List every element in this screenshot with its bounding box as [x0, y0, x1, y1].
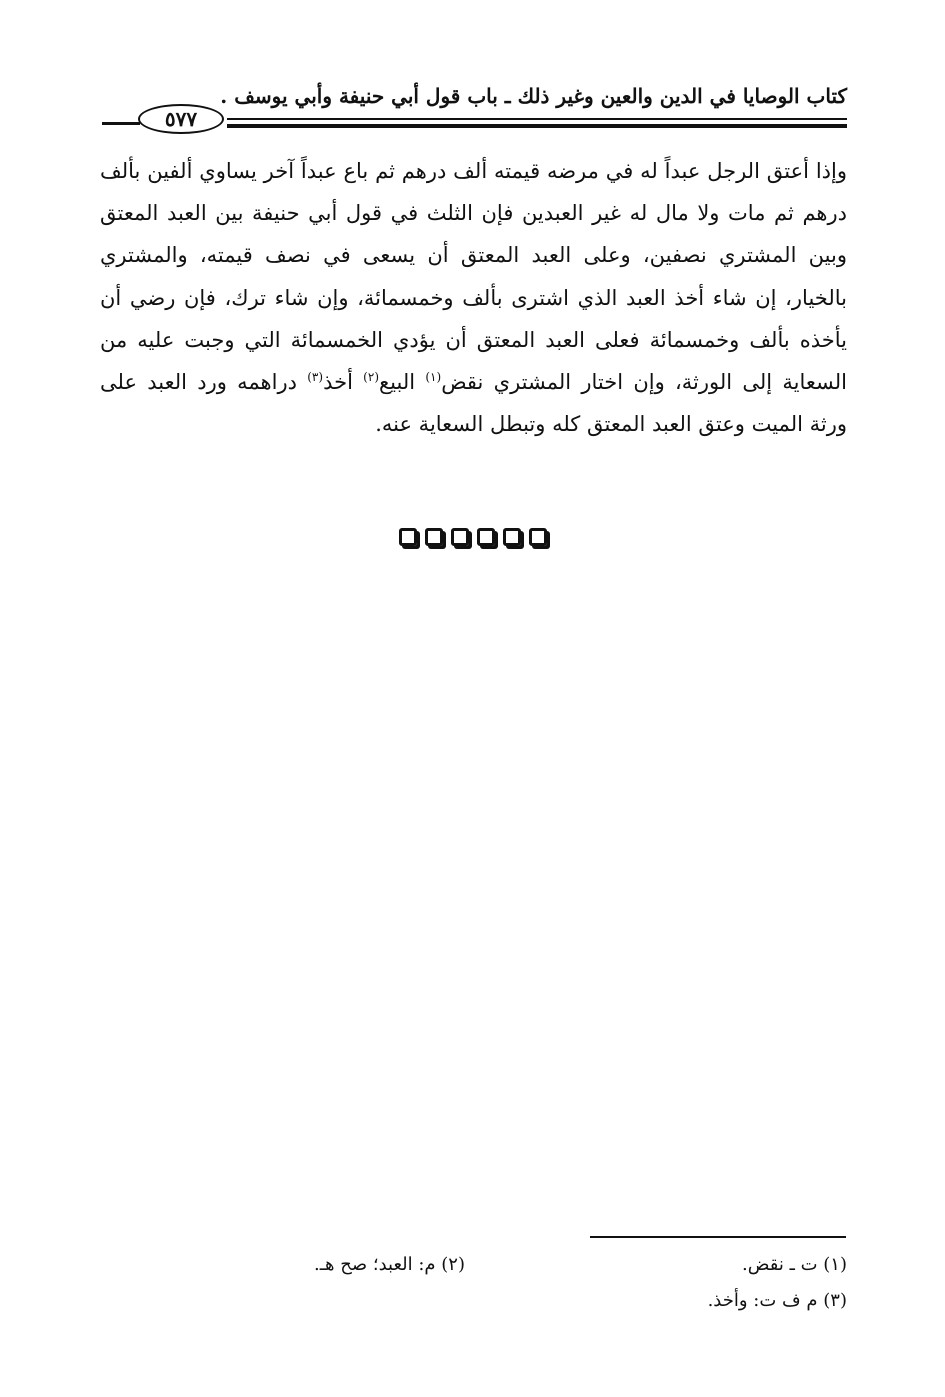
square-ornament-icon	[477, 528, 495, 546]
footnote-ref-3: (٣)	[307, 370, 324, 385]
header-rule-left	[102, 122, 140, 125]
square-ornament-icon	[451, 528, 469, 546]
header-rule-thick	[227, 124, 847, 128]
paragraph-text	[100, 150, 847, 445]
main-paragraph	[100, 150, 847, 445]
page-number-badge: ٥٧٧	[138, 104, 224, 134]
running-header-title: كتاب الوصايا في الدين والعين وغير ذلك ـ باب قول أبي حنيفة وأبي يوسف .	[220, 84, 847, 108]
footnote-2: (٢) م: العبد؛ صح هـ.	[314, 1254, 465, 1275]
square-ornament-icon	[529, 528, 547, 546]
section-end-ornaments	[0, 528, 945, 546]
footnote-separator	[590, 1236, 846, 1238]
text-segment: أخذ	[323, 370, 364, 395]
footnote-3: (٣) م ف ت: وأخذ.	[707, 1290, 847, 1311]
text-segment: دراهمه ورد العبد على ورثة الميت وعتق العبد المعتق كله وتبطل السعاية عنه.	[100, 370, 847, 437]
text-segment: البيع	[379, 370, 426, 395]
square-ornament-icon	[399, 528, 417, 546]
footnote-1: (١) ت ـ نقض.	[742, 1254, 847, 1275]
square-ornament-icon	[425, 528, 443, 546]
footnote-ref-1: (١)	[425, 370, 442, 385]
header-rule-thin	[227, 118, 847, 120]
square-ornament-icon	[503, 528, 521, 546]
text-segment: وإذا أعتق الرجل عبداً له في مرضه قيمته ألف درهم ثم باع عبداً آخر يساوي ألفين بألف درهم ثم مات ولا مال له غير العبدين فإن الثلث في قول أبي حنيفة بين العبد المعتق وبين المشتري نصفين، وعلى العبد المعتق أن يسعى في نصف قيمته، والمشتري بالخيار، إن شاء أخذ العبد الذي اشترى بألف وخمسمائة، وإن شاء ترك، فإن رضي أن يأخذه بألف وخمسمائة فعلى العبد المعتق أن يؤدي الخمسمائة التي وجبت عليه من السعاية إلى الورثة، وإن اختار المشتري نقض	[100, 159, 847, 395]
footnote-ref-2: (٢)	[363, 370, 379, 385]
